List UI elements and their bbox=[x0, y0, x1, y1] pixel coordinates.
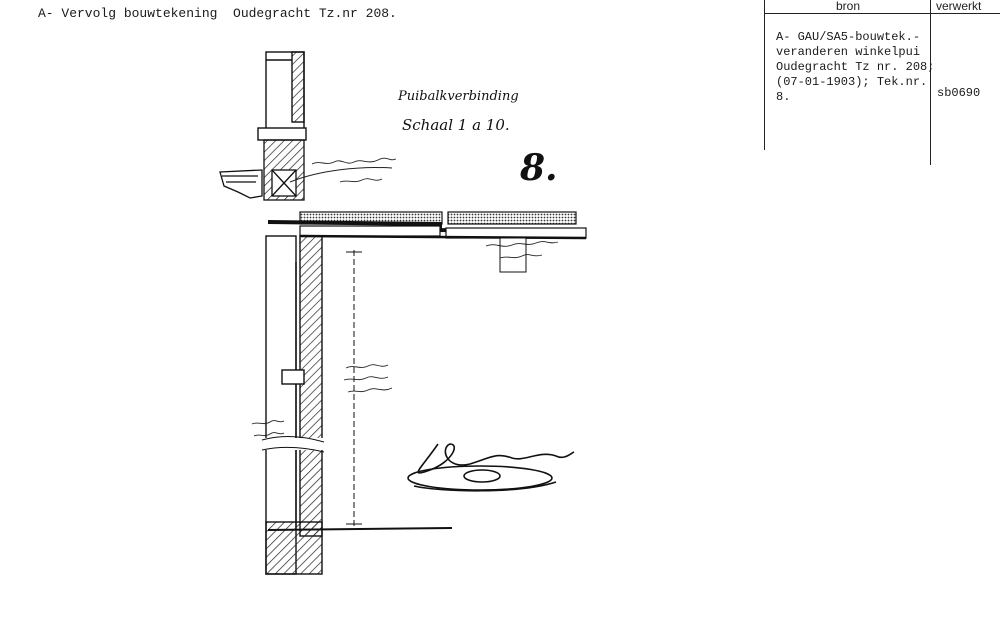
scribble-annotation bbox=[346, 365, 388, 368]
bron-line: Oudegracht Tz nr. 208; bbox=[776, 60, 935, 74]
upper-wall bbox=[258, 52, 306, 140]
sheet-number: 8. bbox=[520, 147, 558, 189]
bron-line: 8. bbox=[776, 90, 791, 104]
cornice-block bbox=[220, 140, 304, 200]
dimension-line bbox=[346, 250, 362, 528]
lower-wall bbox=[262, 236, 452, 574]
bron-line: A- GAU/SA5-bouwtek.- bbox=[776, 30, 921, 44]
scribble-annotation bbox=[312, 158, 396, 164]
verwerkt-cell: sb0690 bbox=[937, 86, 981, 100]
drawing-title: Puibalkverbinding bbox=[398, 89, 519, 104]
signature bbox=[408, 444, 574, 491]
bron-line: (07-01-1903); Tek.nr. bbox=[776, 75, 928, 89]
drawing-scale: Schaal 1 a 10. bbox=[402, 116, 510, 134]
scribble-annotation bbox=[348, 388, 392, 392]
column-header-bron: bron bbox=[836, 0, 861, 13]
column-header-verwerkt: verwerkt bbox=[936, 0, 982, 13]
page-title: A- Vervolg bouwtekening Oudegracht Tz.nr 208. bbox=[38, 6, 397, 21]
scribble-annotation bbox=[340, 179, 382, 182]
bron-line: veranderen winkelpui bbox=[776, 45, 921, 59]
scribble-annotation bbox=[344, 377, 388, 380]
